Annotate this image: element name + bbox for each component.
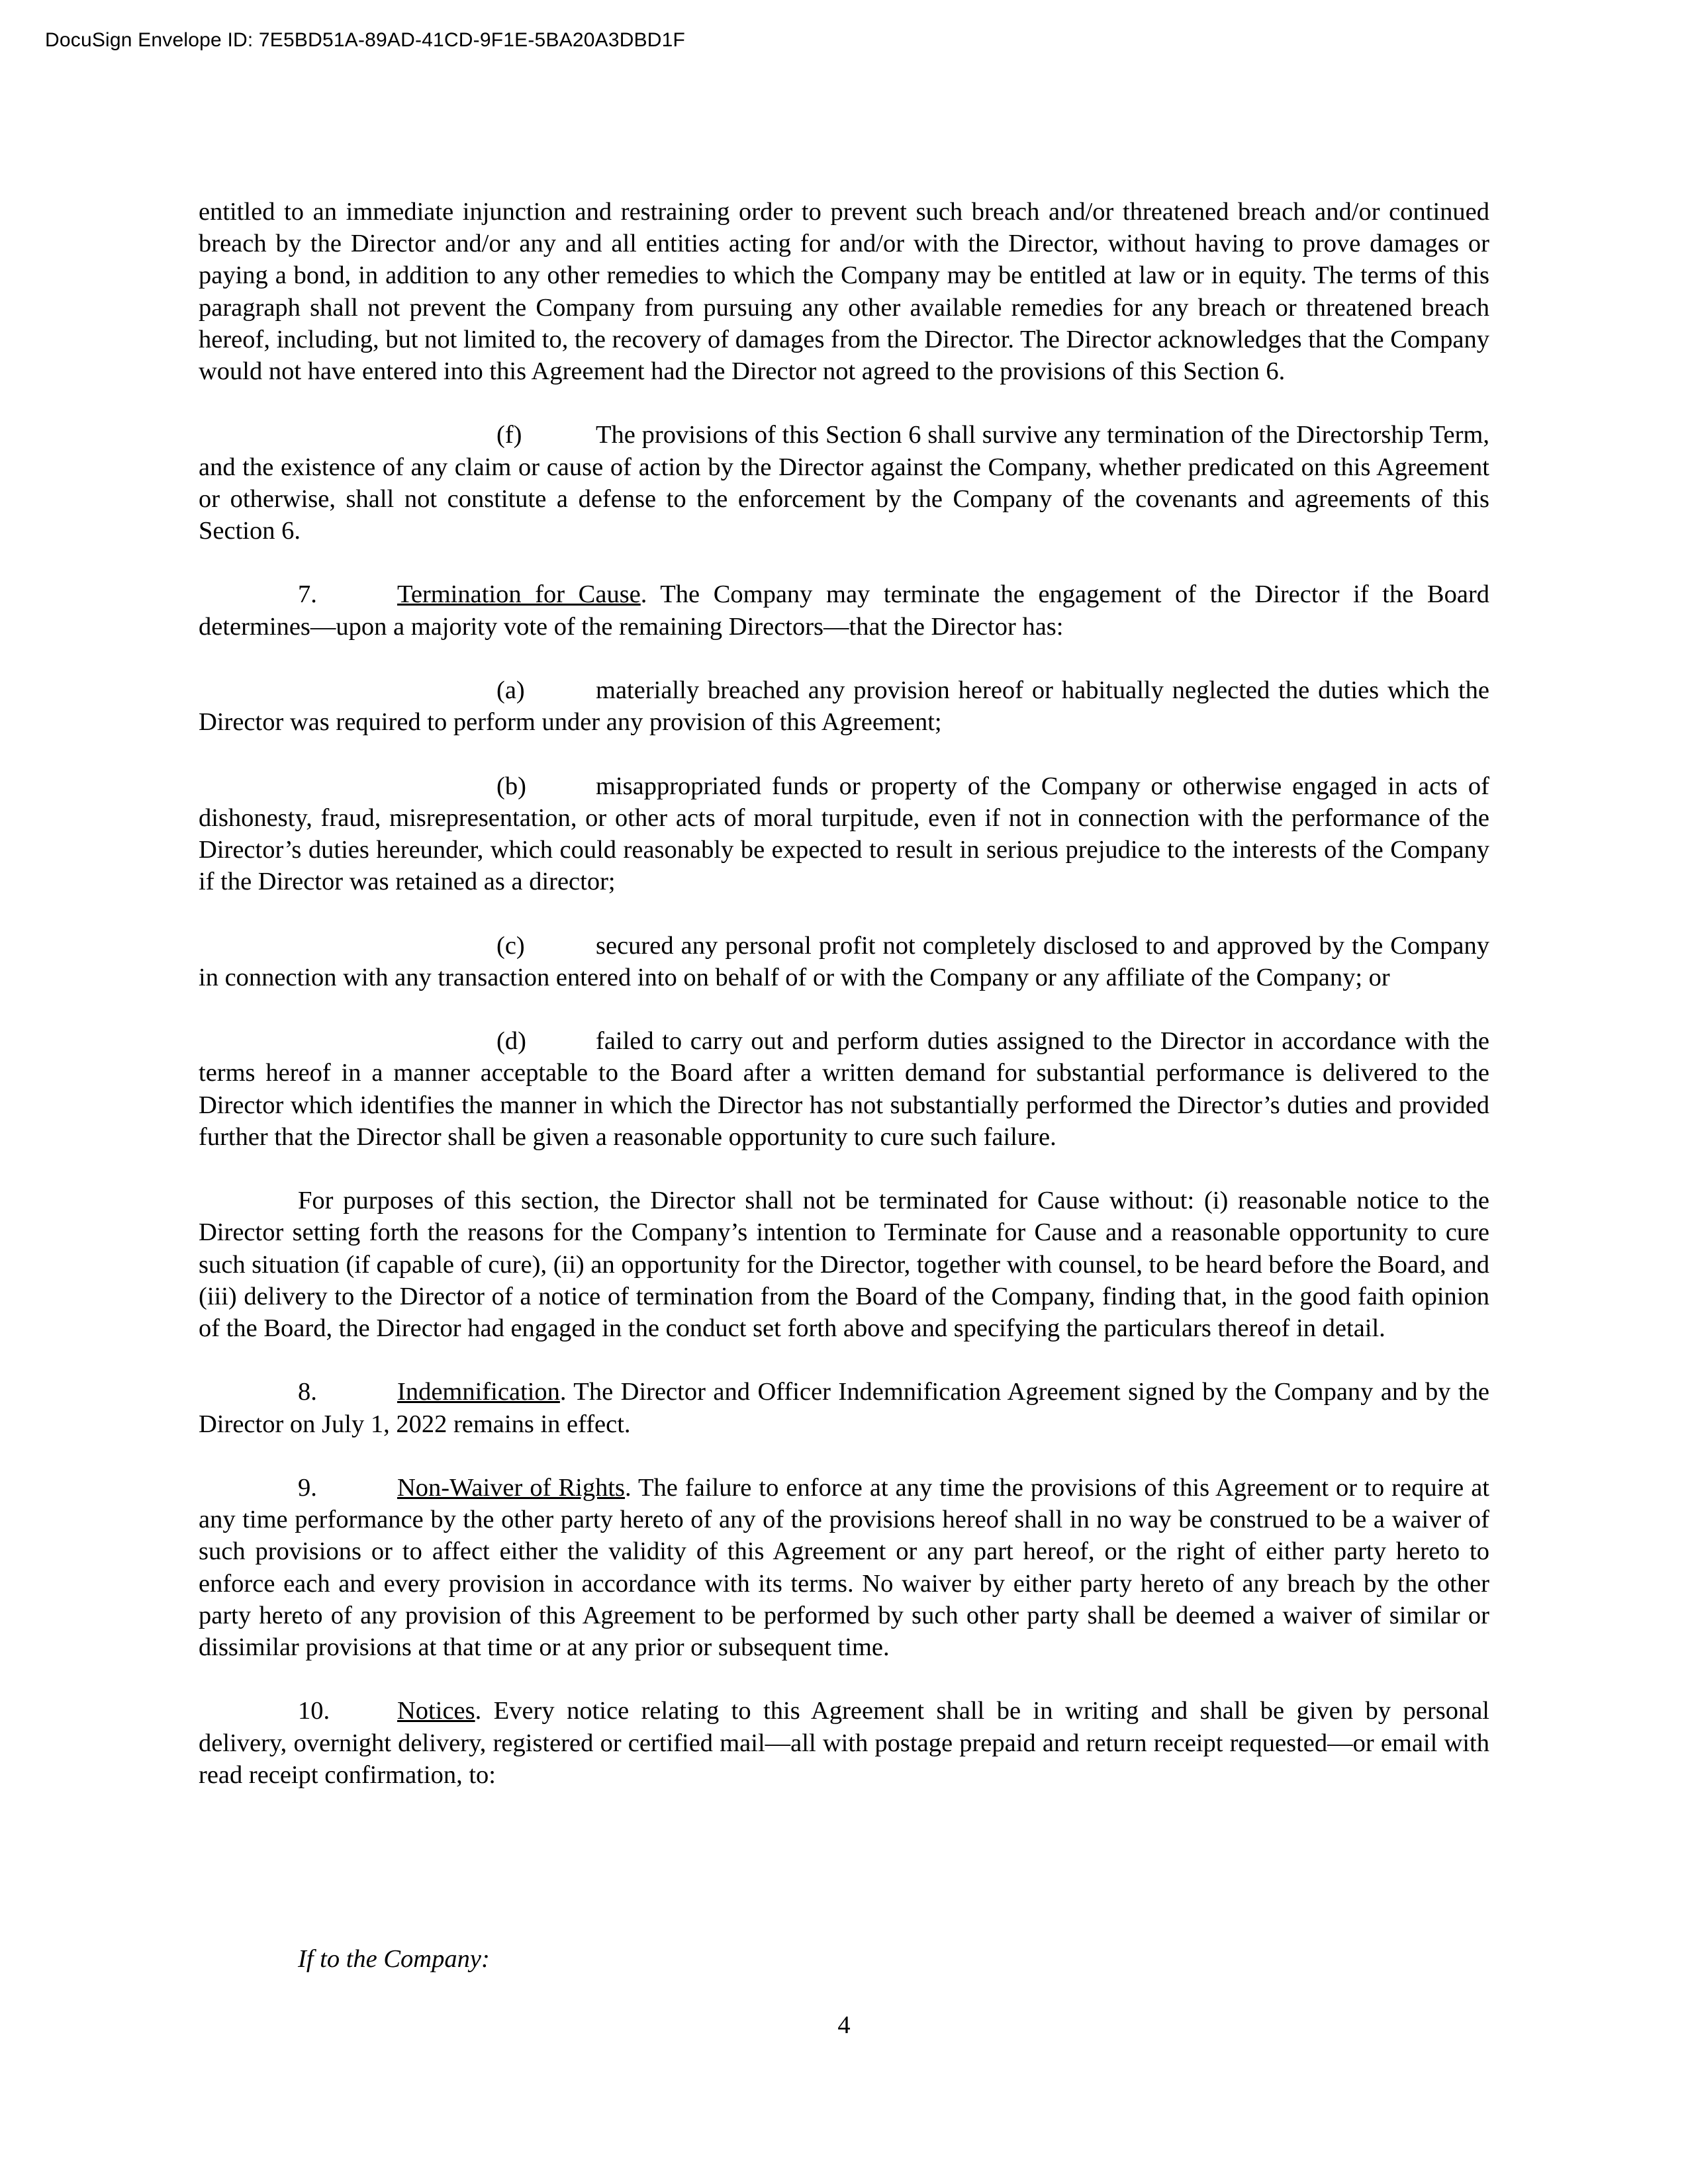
section-7-a-text: materially breached any provision hereof or habitually neglected the duties which the Director was required to perform under any provision of this Agreement; [199,676,1489,737]
section-9 [199,1472,1489,1663]
section-7-heading [199,578,1489,642]
section-7-c-label: (c) [496,931,525,960]
section-7-b-text: misappropriated funds or property of the Company or otherwise engaged in acts of dishonesty, fraud, misrepresentation, or other acts of moral turpitude, even if not in connection with the performance of the Director’s duties hereunder, which could reasonably be expected to result in serious prejudice to the interests of the Company if the Director was retained as a director; [199,772,1489,896]
section-7-number: 7. [298,580,317,609]
section-6-continuation: entitled to an immediate injunction and restraining order to prevent such breach and/or threatened breach and/or continued breach by the Director and/or any and all entities acting for and/or with the Director, without having to prove damages or paying a bond, in addition to any other remedies to which the Company may be entitled at law or in equity. The terms of this paragraph shall not prevent the Company from pursuing any other available remedies for any breach or threatened breach hereof, including, but not limited to, the recovery of damages from the Director. The Director acknowledges that the Company would not have entered into this Agreement had the Director not agreed to the provisions of this Section 6. [199,198,1489,386]
section-6-f-text: The provisions of this Section 6 shall survive any termination of the Directorship Term, and the existence of any claim or cause of action by the Director against the Company, whether predicated on this Agreement or otherwise, shall not constitute a defense to the enforcement by the Company of the covenants and agreements of this Section 6. [199,421,1489,545]
section-7-c-text: secured any personal profit not completely disclosed to and approved by the Company in connection with any transaction entered into on behalf of or with the Company or any affiliate of the Company; or [199,931,1489,991]
section-10-title: Notices [397,1697,475,1725]
section-10-number: 10. [298,1697,330,1725]
company-address-heading: If to the Company: [298,1945,490,1973]
section-8-title: Indemnification [397,1378,560,1406]
section-7-purposes: For purposes of this section, the Director shall not be terminated for Cause without: (i) reasonable notice to the Director setting forth the reasons for the Company’s intention to Terminate for Cause and a reasonable opportunity to cure such situation (if capable of cure), (ii) an opportunity for the Director, together with counsel, to be heard before the Board, and (iii) delivery to the Director of a notice of termination from the Board of the Company, finding that, in the good faith opinion of the Board, the Director had engaged in the conduct set forth above and specifying the particulars thereof in detail. [199,1187,1489,1342]
section-6-f [199,419,1489,547]
docusign-envelope-id: DocuSign Envelope ID: 7E5BD51A-89AD-41CD-9F1E-5BA20A3DBD1F [45,29,686,51]
section-7-b-label: (b) [496,772,526,800]
section-7-a [199,674,1489,738]
page-number: 4 [837,2011,851,2039]
section-6-f-label: (f) [496,421,522,449]
section-9-text: . The failure to enforce at any time the provisions of this Agreement or to require at any time performance by the other party hereto of any of the provisions hereof shall in no way be construed to be a waiver of such provisions or to affect either the validity of this Agreement or any part hereof, or the right of either party hereto to enforce each and every provision in accordance with its terms. No waiver by either party hereto of any breach by the other party hereto of any provision of this Agreement to be performed by such other party shall be deemed a waiver of similar or dissimilar provisions at that time or at any prior or subsequent time. [199,1473,1489,1661]
section-7-d [199,1025,1489,1153]
section-9-title: Non-Waiver of Rights [397,1473,626,1502]
section-10-text: . Every notice relating to this Agreement shall be in writing and shall be given by personal delivery, overnight delivery, registered or certified mail—all with postage prepaid and return receipt requested—or email with read receipt confirmation, to: [199,1697,1489,1789]
section-7-intro: . The Company may terminate the engagement of the Director if the Board determines—upon a majority vote of the remaining Directors—that the Director has: [199,580,1489,641]
section-7-title: Termination for Cause [397,580,641,609]
section-10 [199,1695,1489,1791]
section-9-number: 9. [298,1473,317,1502]
section-7-c [199,930,1489,993]
section-8 [199,1376,1489,1439]
section-7-a-label: (a) [496,676,525,704]
section-7-d-label: (d) [496,1027,526,1056]
section-8-text: . The Director and Officer Indemnification Agreement signed by the Company and by the Director on July 1, 2022 remains in effect. [199,1378,1489,1438]
section-7-b [199,770,1489,898]
section-7-d-text: failed to carry out and perform duties assigned to the Director in accordance with the terms hereof in a manner acceptable to the Board after a written demand for substantial performance is delivered to the Director which identifies the manner in which the Director has not substantially performed the Director’s duties and provided further that the Director shall be given a reasonable opportunity to cure such failure. [199,1027,1489,1151]
document-body [199,196,1489,1973]
section-8-number: 8. [298,1378,317,1406]
